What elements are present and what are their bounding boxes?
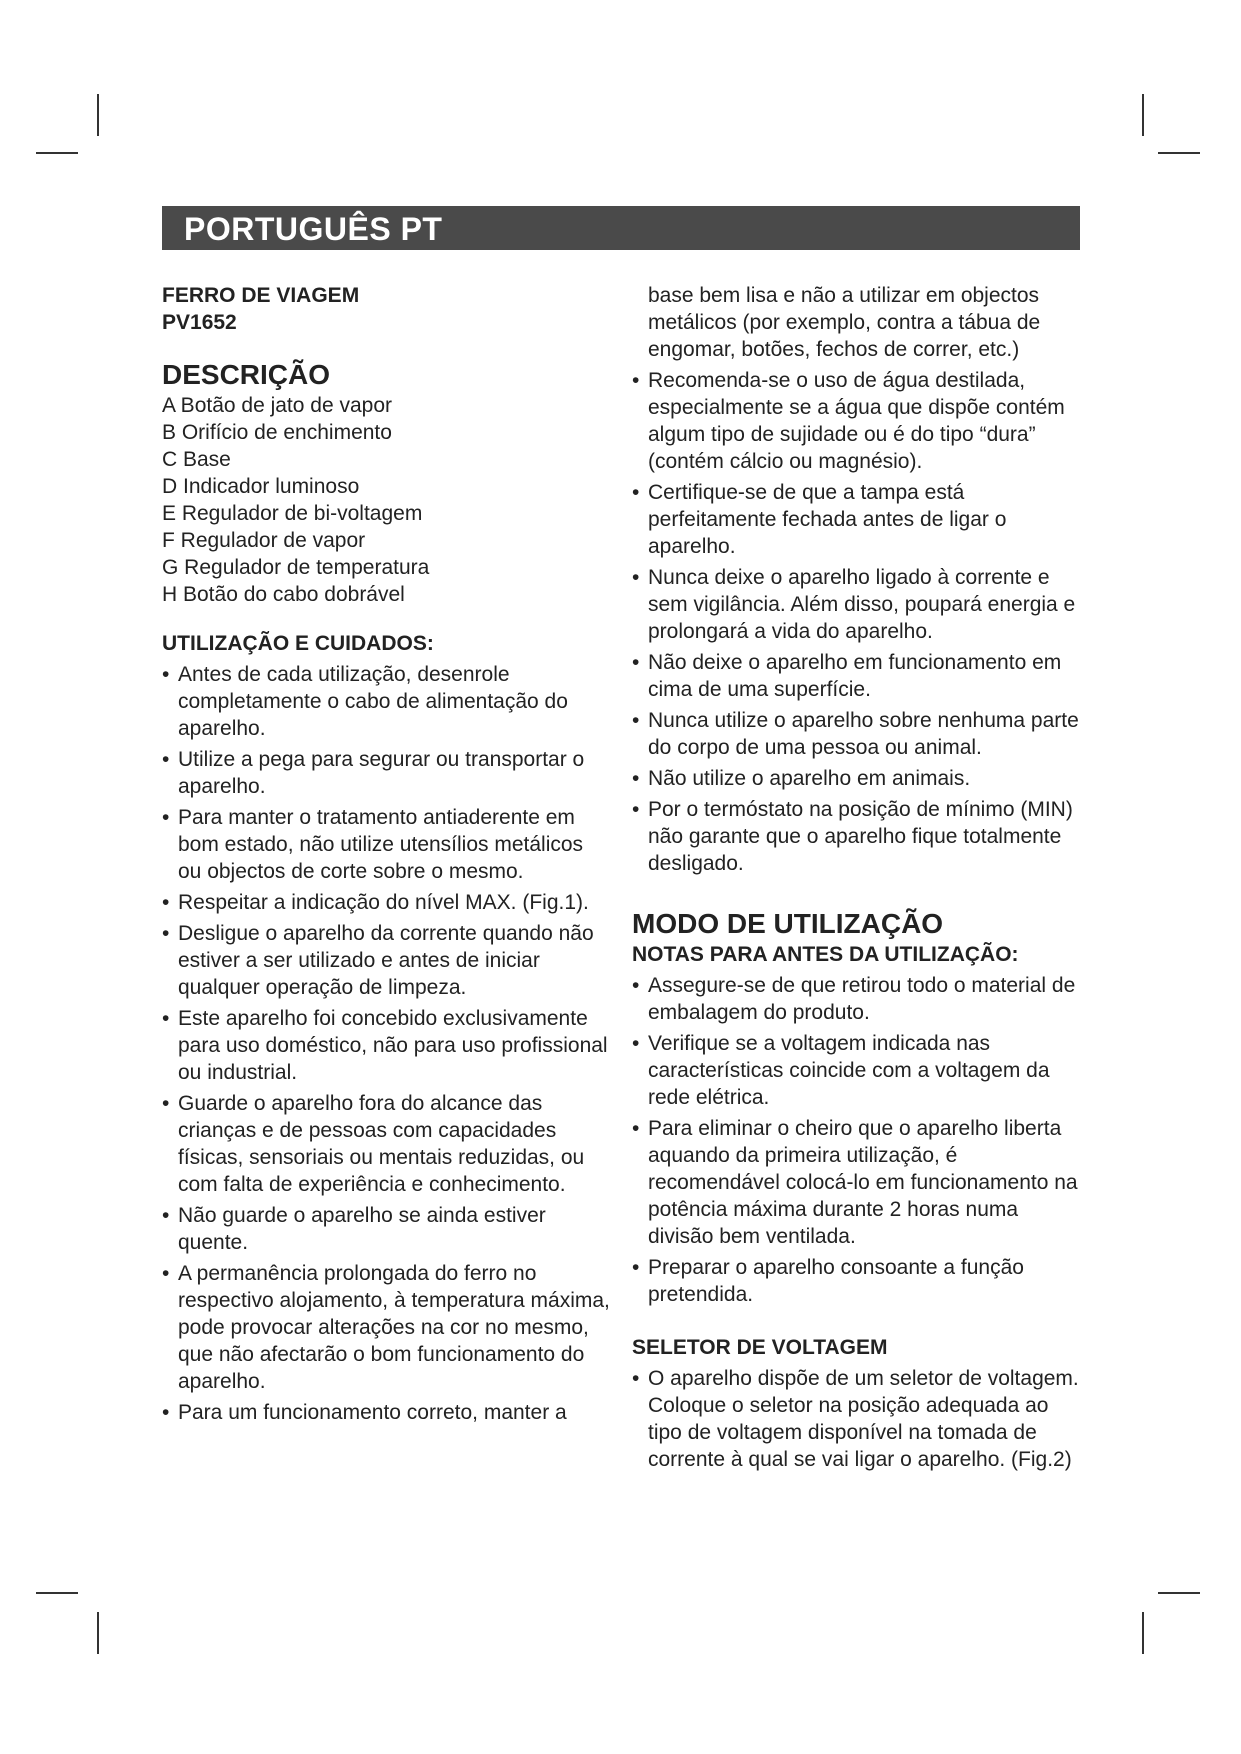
voltage-list xyxy=(632,1365,1082,1473)
left-column xyxy=(162,282,612,1430)
usage-item: • Utilize a pega para segurar ou transportar o aparelho. xyxy=(162,746,612,800)
crop-mark xyxy=(1158,1592,1200,1594)
part-item: H Botão do cabo dobrável xyxy=(162,583,405,606)
note-item: • Para eliminar o cheiro que o aparelho liberta aquando da primeira utilização, é recomendável colocá-lo em funcionamento na potência máxima durante 2 horas numa divisão bem ventilada. xyxy=(632,1115,1082,1250)
usage-item: • Desligue o aparelho da corrente quando não estiver a ser utilizado e antes de iniciar qualquer operação de limpeza. xyxy=(162,920,612,1001)
note-item: • Preparar o aparelho consoante a função pretendida. xyxy=(632,1254,1082,1308)
mode-title: MODO DE UTILIZAÇÃO xyxy=(632,908,944,939)
crop-mark xyxy=(97,1612,99,1654)
voltage-item: • O aparelho dispõe de um seletor de voltagem. Coloque o seletor na posição adequada ao tipo de voltagem disponível na tomada de corrente à qual se vai ligar o aparelho. (Fig.2) xyxy=(632,1365,1082,1473)
part-item: B Orifício de enchimento xyxy=(162,421,392,444)
right-column xyxy=(632,282,1082,1477)
usage-list xyxy=(162,661,612,1426)
usage-item: • Nunca deixe o aparelho ligado à corrente e sem vigilância. Além disso, poupará energia e prolongará a vida do aparelho. xyxy=(632,564,1082,645)
usage-item: • Respeitar a indicação do nível MAX. (Fig.1). xyxy=(162,889,612,916)
usage-item: • Recomenda-se o uso de água destilada, especialmente se a água que dispõe contém algum tipo de sujidade ou é do tipo “dura” (contém cálcio ou magnésio). xyxy=(632,367,1082,475)
notes-title: NOTAS PARA ANTES DA UTILIZAÇÃO: xyxy=(632,943,1019,966)
part-item: A Botão de jato de vapor xyxy=(162,394,393,417)
usage-item: • Para um funcionamento correto, manter a xyxy=(162,1399,612,1426)
note-item: • Verifique se a voltagem indicada nas características coincide com a voltagem da rede elétrica. xyxy=(632,1030,1082,1111)
language-header: PORTUGUÊS PT xyxy=(162,206,1080,250)
usage-item: • Certifique-se de que a tampa está perfeitamente fechada antes de ligar o aparelho. xyxy=(632,479,1082,560)
usage-item: • Guarde o aparelho fora do alcance das crianças e de pessoas com capacidades físicas, sensoriais ou mentais reduzidas, ou com falta de experiência e conhecimento. xyxy=(162,1090,612,1198)
product-name: FERRO DE VIAGEM xyxy=(162,284,360,307)
product-model: PV1652 xyxy=(162,311,237,334)
voltage-title: SELETOR DE VOLTAGEM xyxy=(632,1336,888,1359)
part-item: E Regulador de bi-voltagem xyxy=(162,502,423,525)
crop-mark xyxy=(36,1592,78,1594)
crop-mark xyxy=(1142,94,1144,136)
usage-item: • Não guarde o aparelho se ainda estiver quente. xyxy=(162,1202,612,1256)
usage-item: • Este aparelho foi concebido exclusivamente para uso doméstico, não para uso profissional ou industrial. xyxy=(162,1005,612,1086)
part-item: D Indicador luminoso xyxy=(162,475,360,498)
usage-item: • Antes de cada utilização, desenrole completamente o cabo de alimentação do aparelho. xyxy=(162,661,612,742)
part-item: G Regulador de temperatura xyxy=(162,556,430,579)
crop-mark xyxy=(1142,1612,1144,1654)
usage-item: • Nunca utilize o aparelho sobre nenhuma parte do corpo de uma pessoa ou animal. xyxy=(632,707,1082,761)
usage-item: • Não utilize o aparelho em animais. xyxy=(632,765,1082,792)
description-title: DESCRIÇÃO xyxy=(162,359,331,390)
note-item: • Assegure-se de que retirou todo o material de embalagem do produto. xyxy=(632,972,1082,1026)
parts-list xyxy=(162,392,612,608)
crop-mark xyxy=(36,152,78,154)
usage-item: • A permanência prolongada do ferro no respectivo alojamento, à temperatura máxima, pode provocar alterações na cor no mesmo, que não afectarão o bom funcionamento do aparelho. xyxy=(162,1260,612,1395)
notes-list xyxy=(632,972,1082,1308)
usage-list-continued xyxy=(632,367,1082,877)
usage-title: UTILIZAÇÃO E CUIDADOS: xyxy=(162,632,434,655)
crop-mark xyxy=(1158,152,1200,154)
continued-text: base bem lisa e não a utilizar em objectos metálicos (por exemplo, contra a tábua de engomar, botões, fechos de correr, etc.) xyxy=(648,284,1041,361)
usage-item: • Por o termóstato na posição de mínimo (MIN) não garante que o aparelho fique totalmente desligado. xyxy=(632,796,1082,877)
usage-item: • Para manter o tratamento antiaderente em bom estado, não utilize utensílios metálicos ou objectos de corte sobre o mesmo. xyxy=(162,804,612,885)
crop-mark xyxy=(97,94,99,136)
part-item: F Regulador de vapor xyxy=(162,529,366,552)
part-item: C Base xyxy=(162,448,231,471)
usage-item: • Não deixe o aparelho em funcionamento em cima de uma superfície. xyxy=(632,649,1082,703)
